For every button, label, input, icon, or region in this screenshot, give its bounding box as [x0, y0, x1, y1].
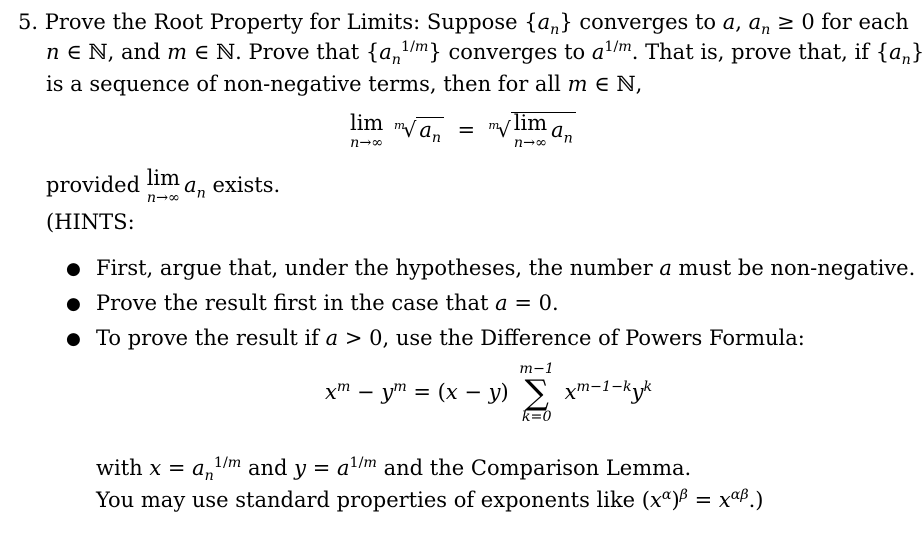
bullet-icon: ● [66, 329, 81, 349]
that-is-text: . That is, prove that, if [631, 40, 870, 64]
converges-text: converges to [579, 10, 717, 34]
exponents-line: You may use standard properties of exponents like $(x^\alpha)^\beta = x^{\alpha\beta}$.) [96, 487, 764, 512]
difference-of-powers-formula: $x^m - y^m = (x - y)$ m−1 ∑ k=0 $x^{m-1-k}y^k$ [325, 361, 653, 426]
math-seq: $\{a_n\}$ [524, 10, 573, 39]
hint-bullet-2: Prove the result first in the case that a = 0. [96, 291, 559, 315]
hints-heading: (HINTS: [46, 210, 135, 234]
math-a: a [722, 10, 736, 34]
exists-text: exists. [212, 173, 281, 198]
for-each-text: for each [821, 10, 909, 34]
hint-bullet-1: First, argue that, under the hypotheses, the number a must be non-negative. [96, 256, 916, 280]
with-line: with $x = a_n^{1/m}$ and $y = a^{1/m}$ and the Comparison Lemma. [96, 455, 692, 485]
provided-text: provided [46, 173, 141, 198]
math-a-root: $a^{1/m}$ [591, 39, 632, 64]
bullet-icon: ● [66, 294, 81, 314]
root-limit-equation: lim n→∞ $^m$√ $a_n = ^m√$ lim n→∞ $a_n$ [350, 112, 576, 150]
bullet-icon: ● [66, 259, 81, 279]
math-seq-2: $\{a_n\}$ [875, 40, 924, 69]
sequence-text: is a sequence of non-negative terms, then for all m ∈ ℕ, [46, 72, 643, 96]
math-an-nonneg: $a_n \ge 0$ [748, 10, 815, 39]
hint-bullet-3: To prove the result if a > 0, use the Difference of Powers Formula: [96, 326, 805, 350]
problem-line-1: 5. Prove the Root Property for Limits: Suppose $\{a_n\}$ converges to a, $a_n \ge 0$ for each [18, 10, 909, 39]
provided-line: provided lim n→∞ $a_n$ exists. [46, 166, 281, 206]
problem-line-3 [46, 72, 642, 97]
problem-line-2: n ∈ ℕ, and m ∈ ℕ. Prove that $\{a_n^{1/m}\}$ converges to $a^{1/m}$. That is, prove that, if $\{a_n\}$ [46, 39, 924, 69]
problem-intro: Prove the Root Property for Limits: Suppose [44, 10, 518, 34]
problem-number: 5. [18, 10, 39, 34]
math-seq-root: $\{a_n^{1/m}\}$ [365, 39, 442, 69]
converges-text-2: converges to [448, 40, 586, 64]
